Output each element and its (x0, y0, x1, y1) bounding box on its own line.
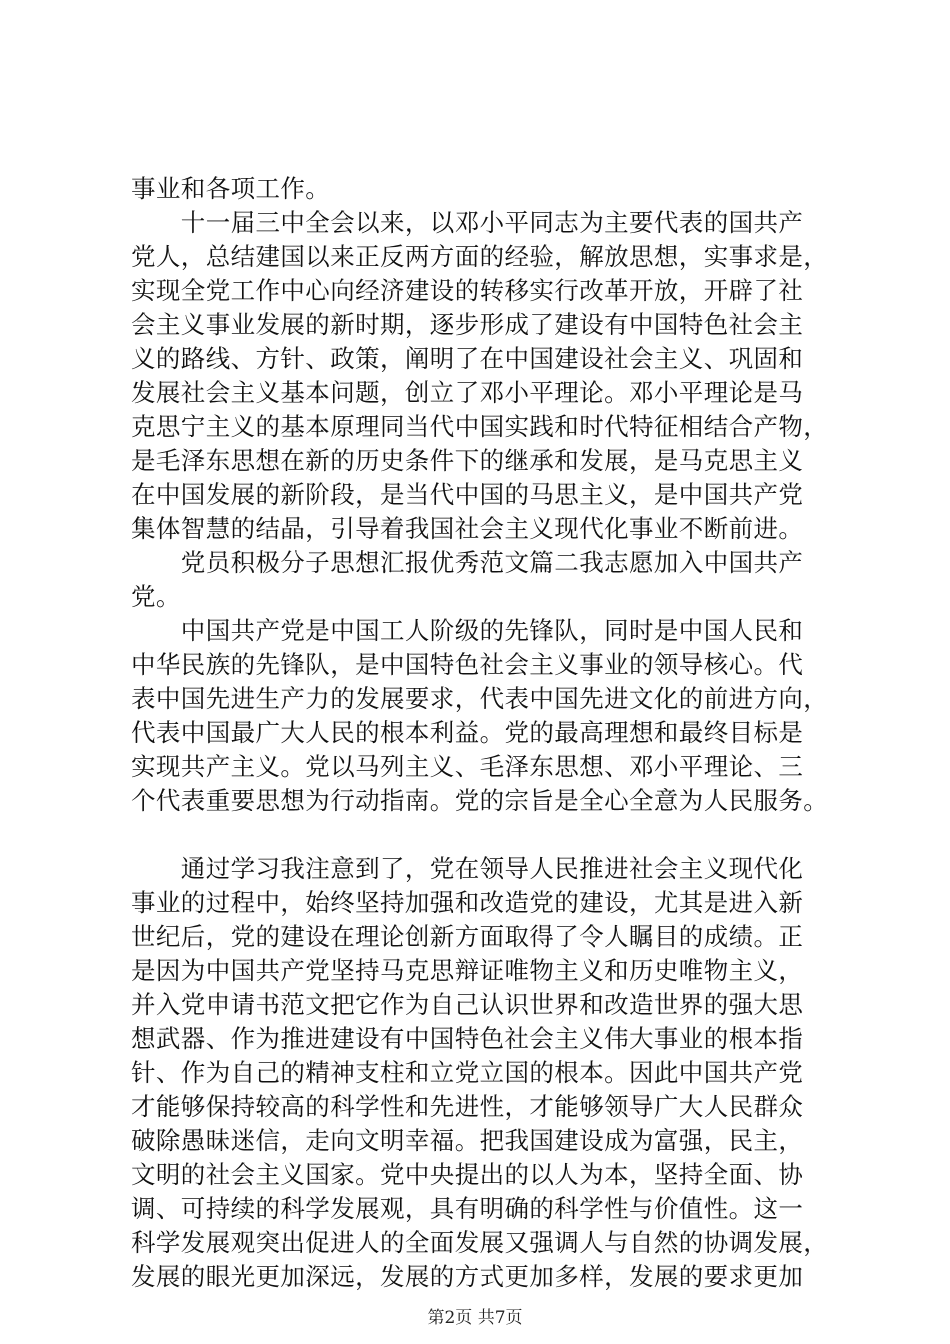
text-line: 发展社会主义基本问题，创立了邓小平理论。邓小平理论是马 (131, 378, 804, 407)
text-line: 集体智慧的结晶，引导着我国社会主义现代化事业不断前进。 (131, 514, 804, 543)
text-line: 针、作为自己的精神支柱和立党立国的根本。因此中国共产党 (131, 1058, 804, 1087)
text-line: 十一届三中全会以来，以邓小平同志为主要代表的国共产 (131, 208, 804, 237)
text-line: 在中国发展的新阶段，是当代中国的马思主义，是中国共产党 (131, 480, 804, 509)
text-line: 义的路线、方针、政策，阐明了在中国建设社会主义、巩固和 (131, 344, 804, 373)
text-line: 破除愚昧迷信，走向文明幸福。把我国建设成为富强，民主， (131, 1126, 804, 1155)
text-line: 并入党申请书范文把它作为自己认识世界和改造世界的强大思 (131, 990, 804, 1019)
text-line: 实现共产主义。党以马列主义、毛泽东思想、邓小平理论、三 (131, 752, 804, 781)
text-line: 文明的社会主义国家。党中央提出的以人为本，坚持全面、协 (131, 1160, 804, 1189)
text-line: 克思宁主义的基本原理同当代中国实践和时代特征相结合产物， (131, 412, 829, 441)
text-line: 世纪后，党的建设在理论创新方面取得了令人瞩目的成绩。正 (131, 922, 804, 951)
text-line: 是毛泽东思想在新的历史条件下的继承和发展，是马克思主义 (131, 446, 804, 475)
page-number-footer: 第2页 共7页 (427, 1308, 523, 1328)
text-line: 中华民族的先锋队，是中国特色社会主义事业的领导核心。代 (131, 650, 804, 679)
text-line: 党人，总结建国以来正反两方面的经验，解放思想，实事求是， (131, 242, 829, 271)
text-line: 代表中国最广大人民的根本利益。党的最高理想和最终目标是 (131, 718, 804, 747)
text-line: 科学发展观突出促进人的全面发展又强调人与自然的协调发展， (131, 1228, 829, 1257)
text-line: 表中国先进生产力的发展要求，代表中国先进文化的前进方向， (131, 684, 829, 713)
text-line: 会主义事业发展的新时期，逐步形成了建设有中国特色社会主 (131, 310, 804, 339)
text-line: 实现全党工作中心向经济建设的转移实行改革开放，开辟了社 (131, 276, 804, 305)
text-line: 通过学习我注意到了，党在领导人民推进社会主义现代化 (131, 854, 804, 883)
text-line: 中国共产党是中国工人阶级的先锋队，同时是中国人民和 (131, 616, 804, 645)
text-line: 党员积极分子思想汇报优秀范文篇二我志愿加入中国共产 (131, 548, 804, 577)
text-line: 想武器、作为推进建设有中国特色社会主义伟大事业的根本指 (131, 1024, 804, 1053)
text-line: 事业和各项工作。 (131, 174, 331, 203)
text-line: 才能够保持较高的科学性和先进性，才能够领导广大人民群众 (131, 1092, 804, 1121)
text-line: 个代表重要思想为行动指南。党的宗旨是全心全意为人民服务。 (131, 786, 829, 815)
text-line: 党。 (131, 582, 181, 611)
text-line: 是因为中国共产党坚持马克思辩证唯物主义和历史唯物主义， (131, 956, 804, 985)
text-line: 事业的过程中，始终坚持加强和改造党的建设，尤其是进入新 (131, 888, 804, 917)
text-line: 发展的眼光更加深远，发展的方式更加多样，发展的要求更加 (131, 1262, 804, 1291)
text-line: 调、可持续的科学发展观，具有明确的科学性与价值性。这一 (131, 1194, 804, 1223)
